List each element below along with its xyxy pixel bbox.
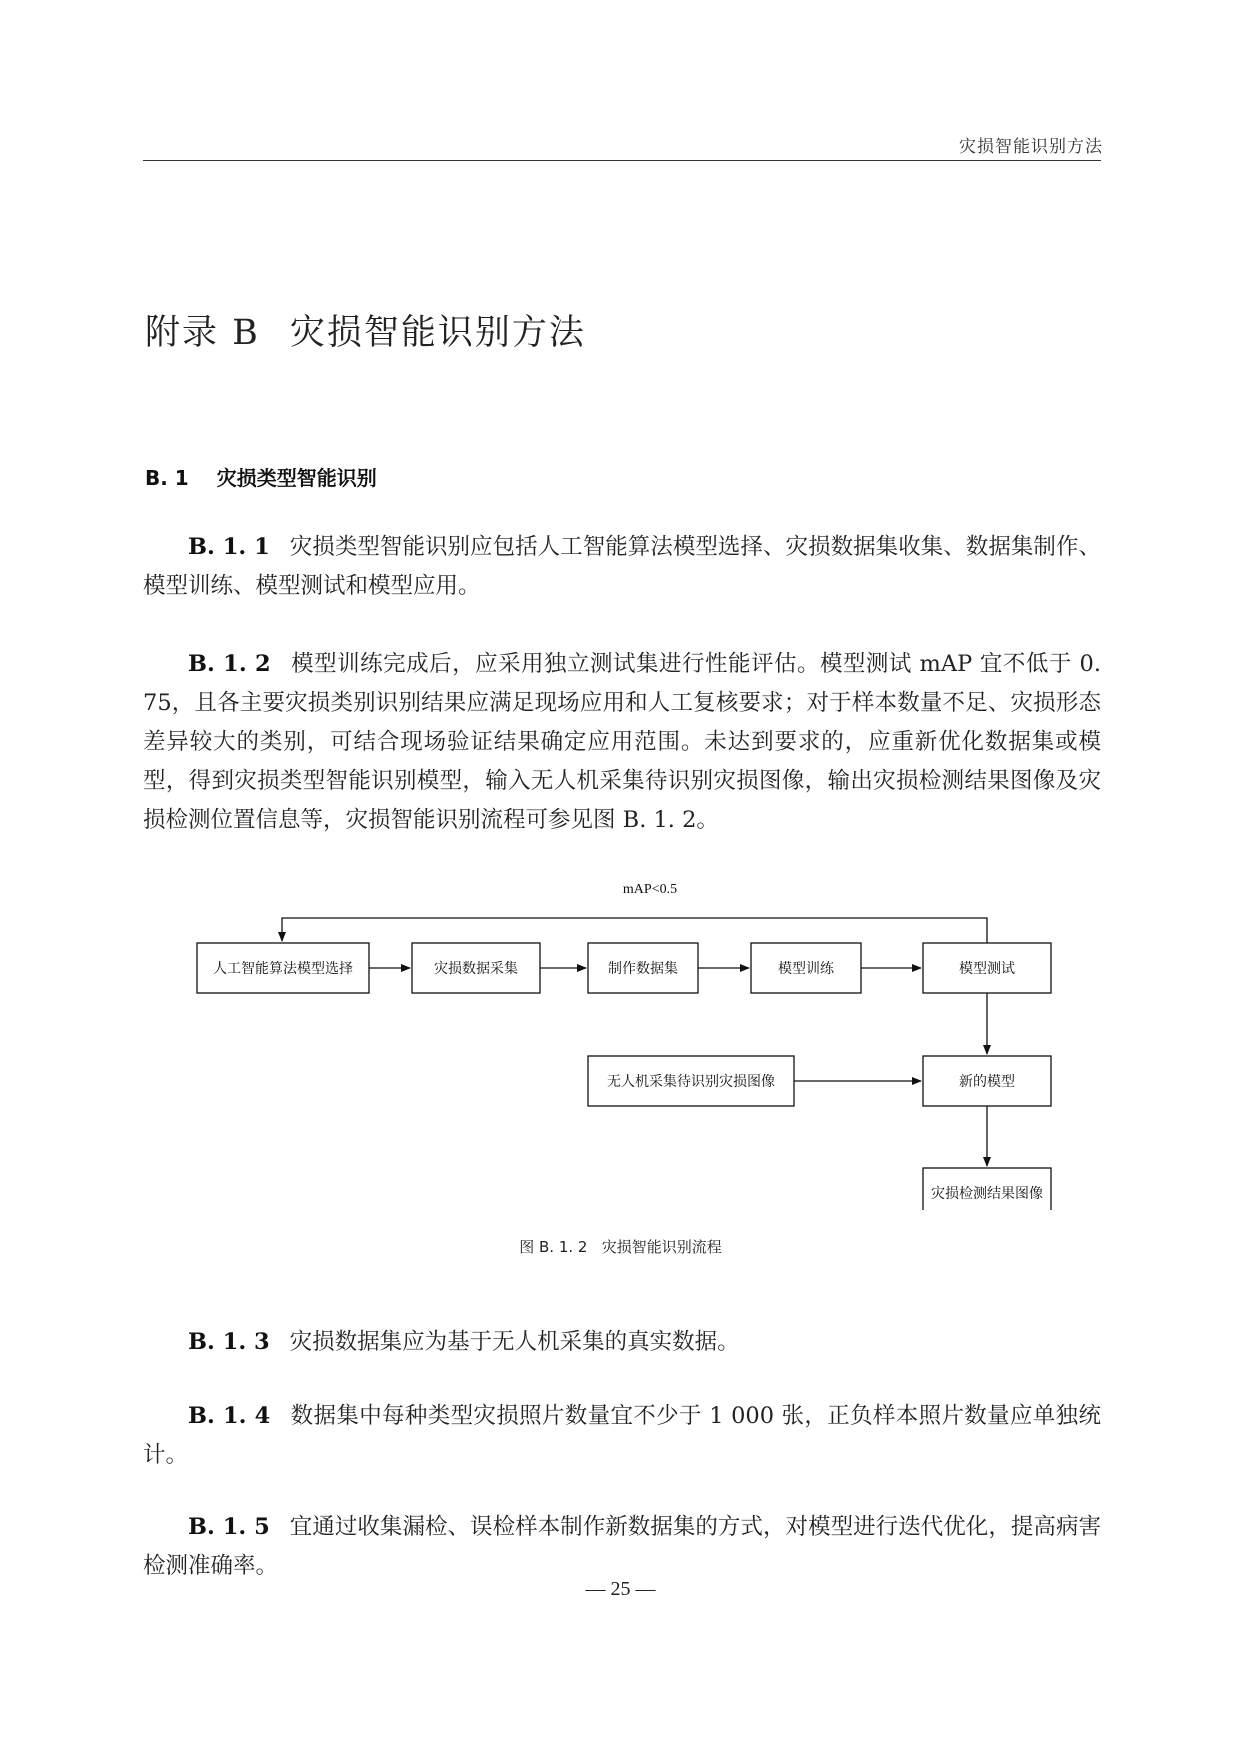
clause-text: 宜通过收集漏检、误检样本制作新数据集的方式，对模型进行迭代优化，提高病害检测准确率。 <box>143 1514 1101 1579</box>
figure-caption <box>0 1236 1241 1257</box>
loop-condition-label: mAP<0.5 <box>622 882 678 897</box>
header-rule <box>143 160 1101 161</box>
clause-b-1-3 <box>143 1323 1101 1362</box>
clause-b-1-1 <box>143 528 1101 606</box>
box-data-collection: 灾损数据采集 <box>434 961 518 977</box>
box-model-testing: 模型测试 <box>959 961 1015 977</box>
figure-caption-title: 灾损智能识别流程 <box>601 1238 722 1256</box>
figure-caption-number: 图 B. 1. 2 <box>519 1238 588 1256</box>
flowchart-figure <box>0 880 1241 1210</box>
box-algorithm-selection: 人工智能算法模型选择 <box>213 961 353 977</box>
clause-text: 灾损类型智能识别应包括人工智能算法模型选择、灾损数据集收集、数据集制作、模型训练、模型测试和模型应用。 <box>143 534 1101 599</box>
clause-number: B. 1. 2 <box>188 651 271 677</box>
clause-text: 模型训练完成后，应采用独立测试集进行性能评估。模型测试 mAP 宜不低于 0. 75，且各主要灾损类别识别结果应满足现场应用和人工复核要求；对于样本数量不足、灾损形态差异较大的类别，可结合现场验证结果确定应用范围。未达到要求的，应重新优化数据集或模型，得到灾损类型智能识别模型，输入无人机采集待识别灾损图像，输出灾损检测结果图像及灾损检测位置信息等，灾损智能识别流程可参见图 B. 1. 2。 <box>143 651 1101 833</box>
box-dataset-making: 制作数据集 <box>608 961 678 977</box>
clause-text: 数据集中每种类型灾损照片数量宜不少于 1 000 张，正负样本照片数量应单独统计。 <box>143 1403 1101 1468</box>
clause-b-1-5 <box>143 1508 1101 1586</box>
box-new-model: 新的模型 <box>959 1074 1015 1090</box>
box-detection-result: 灾损检测结果图像 <box>931 1186 1043 1202</box>
flowchart-lines <box>0 880 1241 1210</box>
section-heading <box>145 462 377 491</box>
clause-b-1-2 <box>143 645 1101 840</box>
clause-b-1-4 <box>143 1397 1101 1475</box>
page-number: — 25 — <box>585 1578 656 1600</box>
clause-number: B. 1. 3 <box>188 1329 270 1355</box>
running-head: 灾损智能识别方法 <box>959 137 1103 157</box>
section-title: 灾损类型智能识别 <box>216 466 377 490</box>
appendix-label: 附录 B <box>145 313 260 353</box>
clause-number: B. 1. 5 <box>188 1514 270 1540</box>
section-number: B. 1 <box>145 466 189 490</box>
appendix-title <box>145 305 586 355</box>
clause-text: 灾损数据集应为基于无人机采集的真实数据。 <box>289 1329 740 1355</box>
clause-number: B. 1. 4 <box>188 1403 271 1429</box>
clause-number: B. 1. 1 <box>188 534 270 560</box>
box-uav-input: 无人机采集待识别灾损图像 <box>607 1074 775 1090</box>
box-model-training: 模型训练 <box>778 961 834 977</box>
appendix-title-text: 灾损智能识别方法 <box>289 313 586 353</box>
